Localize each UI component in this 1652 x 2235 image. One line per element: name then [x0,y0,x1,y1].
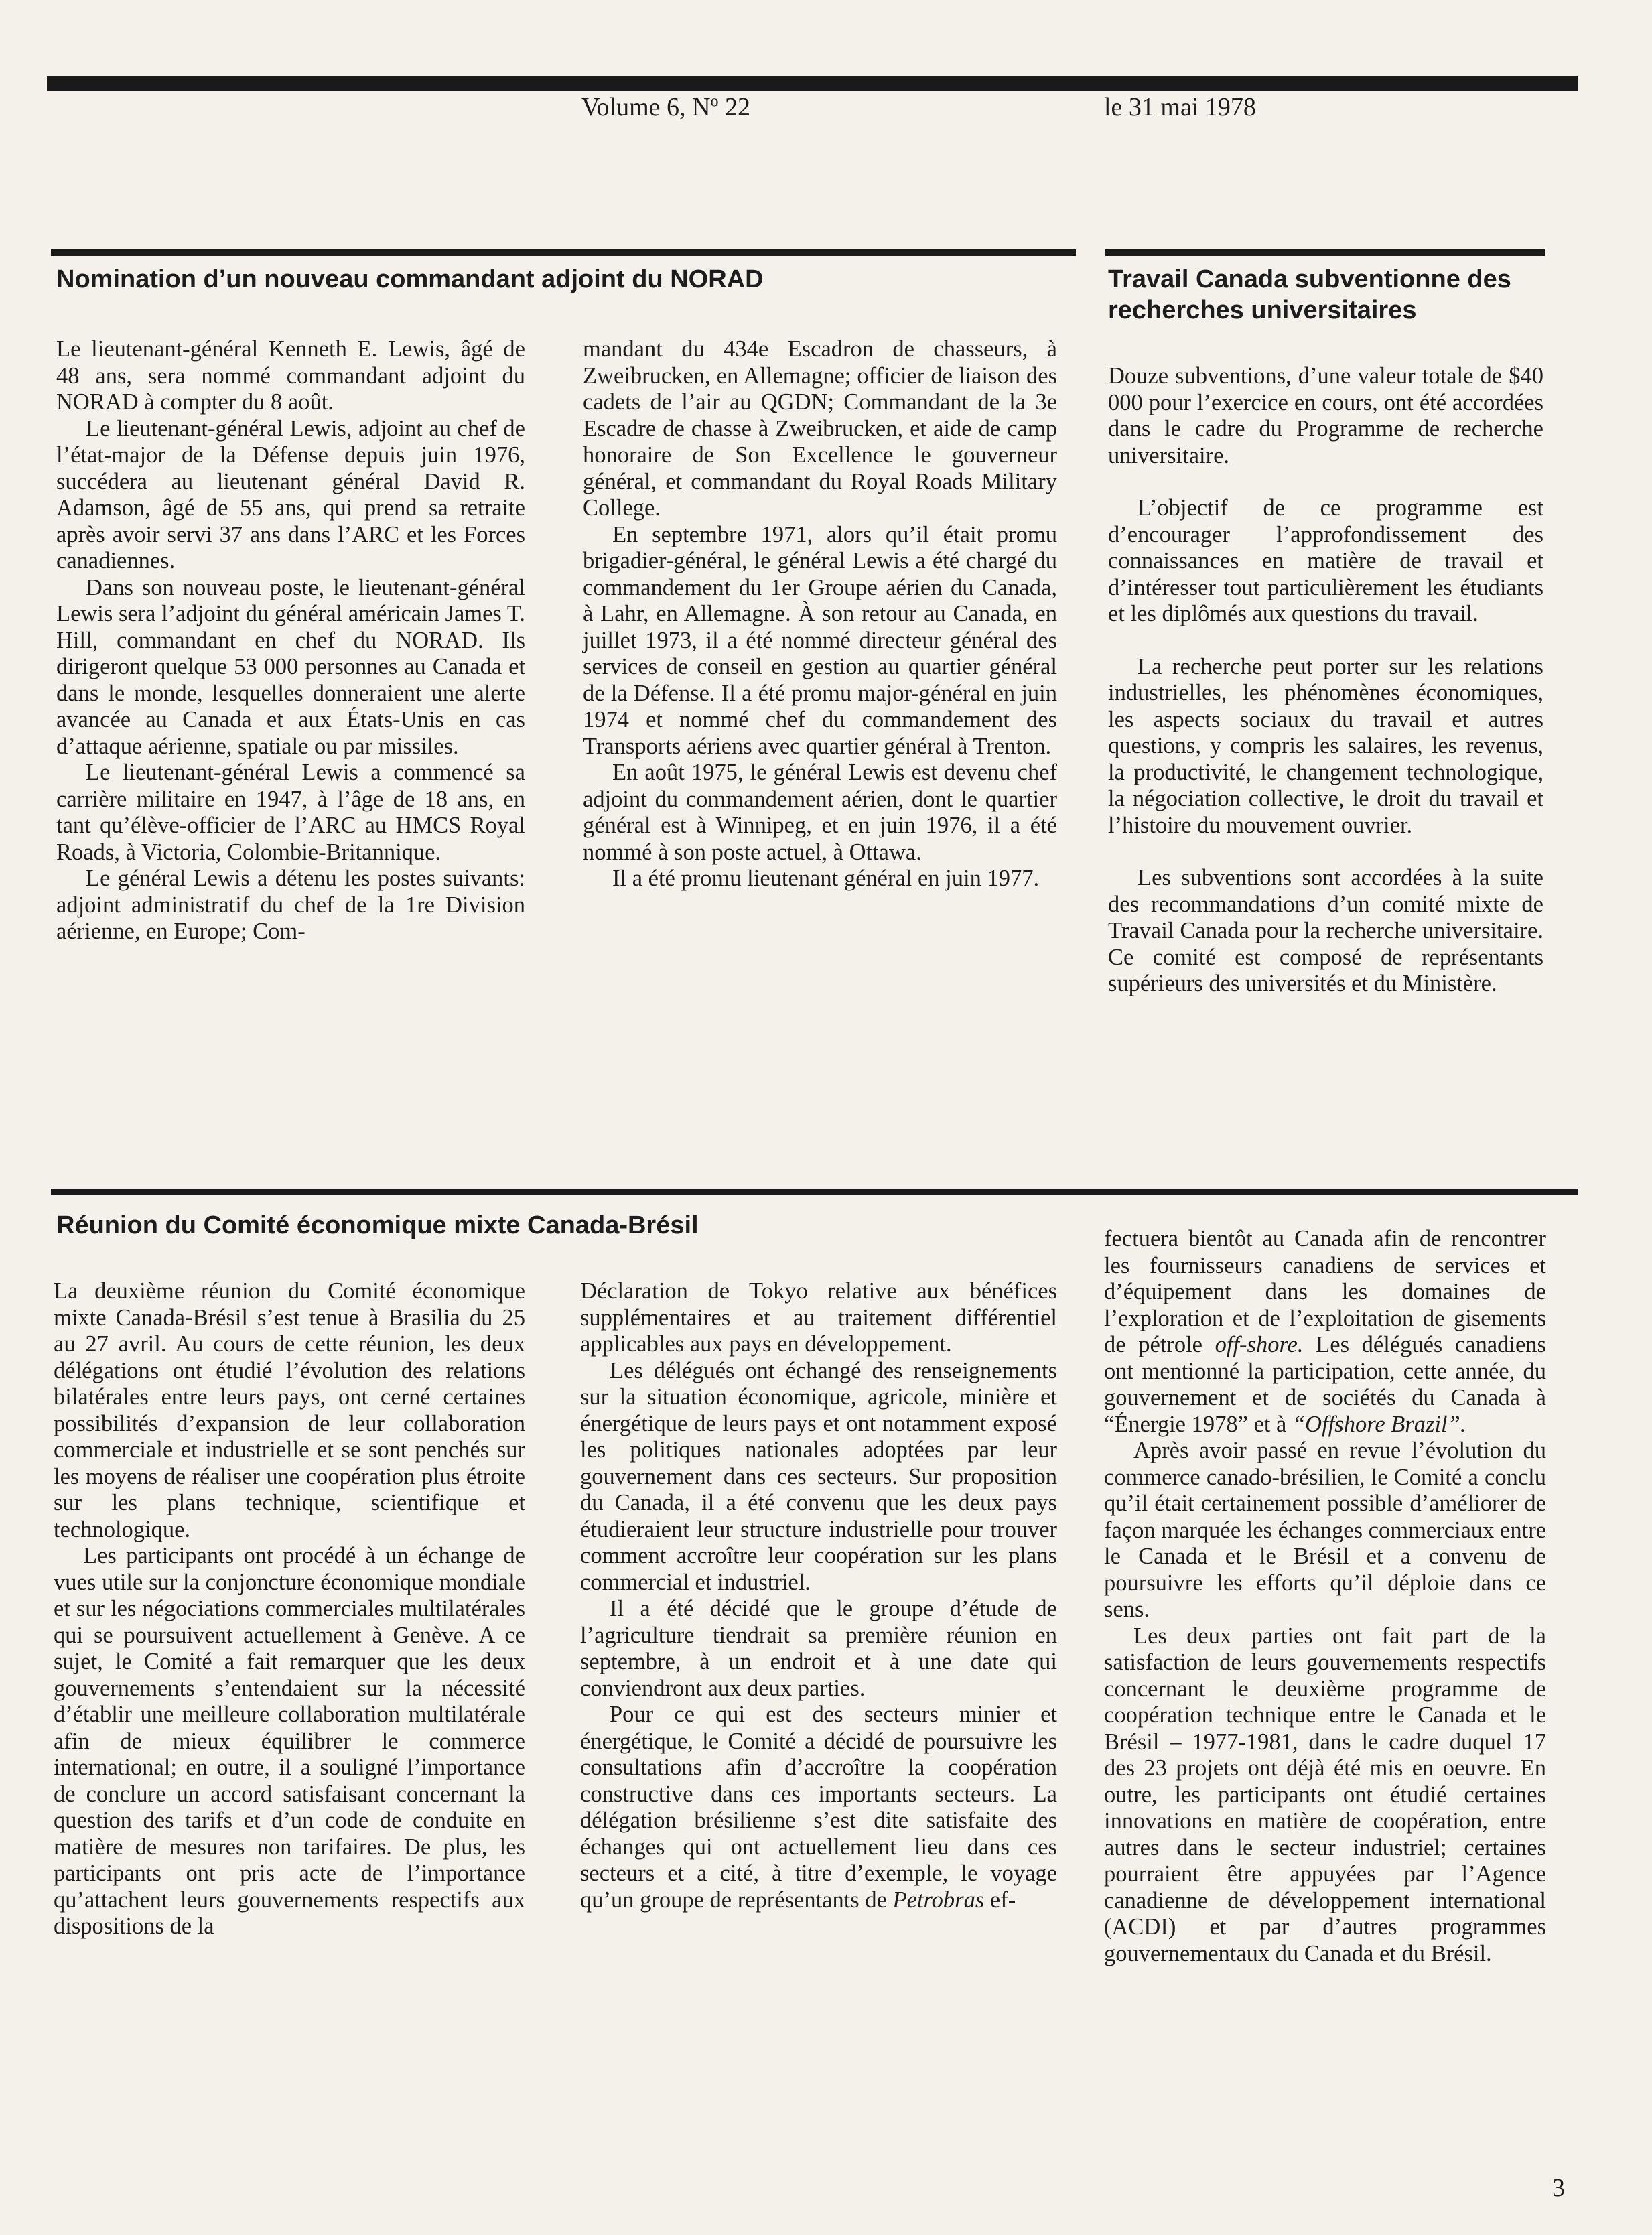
paragraph: Douze subventions, d’une valeur totale de $40 000 pour l’exercice en cours, ont été accordées dans le cadre du Programme de recherche universitaire. [1108,363,1543,468]
article3-column-1 [54,1278,525,1940]
article3-title: Réunion du Comité économique mixte Canada-Brésil [56,1211,699,1239]
paragraph: La deuxième réunion du Comité économique mixte Canada-Brésil s’est tenue à Brasilia du 25 au 27 avril. Au cours de cette réunion, les deux délégations ont étudié l’évolution des relations bilatérales entre leurs pays, ont cerné certaines possibilités d’expansion de leur collaboration commerciale et industrielle et se sont penchés sur les moyens de réaliser une coopération plus étroite sur les plans technique, scientifique et technologique. [54,1278,525,1542]
paragraph: Déclaration de Tokyo relative aux bénéfices supplémentaires et au traitement différentiel applicables aux pays en développement. [580,1278,1057,1357]
paragraph: Dans son nouveau poste, le lieutenant-général Lewis sera l’adjoint du général américain James T. Hill, commandant en chef du NORAD. Ils dirigeront quelque 53 000 personnes au Canada et dans le monde, lesquelles donneraient une alerte avancée au Canada et aux États-Unis en cas d’attaque aérienne, spatiale ou par missiles. [56,574,525,759]
issue-date: le 31 mai 1978 [1104,93,1256,121]
paragraph: Après avoir passé en revue l’évolution du commerce canado-brésilien, le Comité a conclu qu’il était certainement possible d’améliorer de façon marquée les échanges commerciaux entre le Canada et le Brésil et a convenu de poursuivre les efforts qu’il déploie dans ce sens. [1104,1438,1546,1622]
article2-rule [1105,249,1545,256]
article3-column-3 [1104,1226,1546,1967]
paragraph: En août 1975, le général Lewis est devenu chef adjoint du commandement aérien, dont le quartier général est à Winnipeg, et en juin 1976, il a été nommé à son poste actuel, à Ottawa. [583,760,1057,865]
article2-column [1108,363,1543,998]
paragraph: Il a été décidé que le groupe d’étude de l’agriculture tiendrait sa première réunion en septembre, à un endroit et à une date qui conviendront aux deux parties. [580,1596,1057,1701]
volume-number: Volume 6, $N^o$ 22 [581,92,750,121]
paragraph: Le lieutenant-général Lewis a commencé sa carrière militaire en 1947, à l’âge de 18 ans, en tant qu’élève-officier de l’ARC au HMCS Royal Roads, à Victoria, Colombie-Britannique. [56,760,525,865]
paragraph: fectuera bientôt au Canada afin de rencontrer les fournisseurs canadiens de services et d’équipement dans les domaines de l’exploration et de l’exploitation de gisements de pétrole off-shore. Les délégués canadiens ont mentionné la participation, cette année, du gouvernement et de sociétés du Canada à “Énergie 1978” et à “Offshore Brazil”. [1104,1226,1546,1437]
page-number: 3 [1552,2174,1565,2202]
paragraph: Les deux parties ont fait part de la satisfaction de leurs gouvernements respectifs concernant le deuxième programme de coopération technique entre le Canada et le Brésil – 1977-1981, dans le cadre duquel 17 des 23 projets ont déjà été mis en oeuvre. En outre, les participants ont étudié certaines innovations en matière de coopération, entre autres dans le secteur industriel; certaines pourraient être appuyées par l’Agence canadienne de développement international (ACDI) et par d’autres programmes gouvernementaux du Canada et du Brésil. [1104,1623,1546,1966]
paragraph: mandant du 434e Escadron de chasseurs, à Zweibrucken, en Allemagne; officier de liaison des cadets de l’air au QGDN; Commandant de la 3e Escadre de chasse à Zweibrucken, et aide de camp honoraire de Son Excellence le gouverneur général, et commandant du Royal Roads Military College. [583,336,1057,521]
article2-title: Travail Canada subventionne des recherches universitaires [1108,265,1511,324]
masthead-rule [47,76,1578,91]
paragraph: L’objectif de ce programme est d’encourager l’approfondissement des connaissances en matière de travail et d’intéresser tout particulièrement les étudiants et les diplômés aux questions du travail. [1108,495,1543,626]
paragraph: En septembre 1971, alors qu’il était promu brigadier-général, le général Lewis a été chargé du commandement du 1er Groupe aérien du Canada, à Lahr, en Allemagne. À son retour au Canada, en juillet 1973, il a été nommé directeur général des services de conseil en gestion au quartier général de la Défense. Il a été promu major-général en juin 1974 et nommé chef du commandement des Transports aériens avec quartier général à Trenton. [583,521,1057,759]
article1-rule [51,249,1076,256]
petrobras-italic: Petrobras [892,1887,985,1913]
article1-column-2 [583,336,1057,892]
paragraph: Les participants ont procédé à un échange de vues utile sur la conjoncture économique mondiale et sur les négociations commerciales multilatérales qui se poursuivent actuellement à Genève. A ce sujet, le Comité a fait remarquer que les deux gouvernements s’entendaient sur la nécessité d’établir une meilleure collaboration multilatérale afin de mieux équilibrer le commerce international; en outre, il a souligné l’importance de conclure un accord satisfaisant concernant la question des tarifs et d’un code de conduite en matière de mesures non tarifaires. De plus, les participants ont pris acte de l’importance qu’attachent leurs gouvernements respectifs aux dispositions de la [54,1543,525,1939]
paragraph: Le lieutenant-général Kenneth E. Lewis, âgé de 48 ans, sera nommé commandant adjoint du NORAD à compter du 8 août. [56,336,525,415]
offshore-brazil-italic: “Offshore Brazil”. [1292,1411,1466,1437]
paragraph: Les délégués ont échangé des renseignements sur la situation économique, agricole, minière et énergétique de leurs pays et ont notamment exposé les politiques nationales adoptées par leur gouvernement dans ces secteurs. Sur proposition du Canada, il a été convenu que les deux pays étudieraient leur structure industrielle pour trouver comment accroître leur coopération sur les plans commercial et industriel. [580,1357,1057,1595]
article1-column-1 [56,336,525,945]
article1-title: Nomination d’un nouveau commandant adjoint du NORAD [56,265,764,293]
paragraph: Le général Lewis a détenu les postes suivants: adjoint administratif du chef de la 1re Division aérienne, en Europe; Com- [56,866,525,944]
paragraph: Les subventions sont accordées à la suite des recommandations d’un comité mixte de Travail Canada pour la recherche universitaire. Ce comité est composé de représentants supérieurs des universités et du Ministère. [1108,865,1543,996]
article3-column-2 [580,1278,1057,1913]
paragraph: Il a été promu lieutenant général en juin 1977. [612,866,1040,891]
article3-rule [51,1189,1578,1195]
paragraph: Pour ce qui est des secteurs minier et énergétique, le Comité a décidé de poursuivre les consultations afin d’accroître la coopération constructive dans ces importants secteurs. La délégation brésilienne s’est dite satisfaite des échanges qui ont actuellement lieu dans ces secteurs et a cité, à titre d’exemple, le voyage qu’un groupe de représentants de Petrobras ef- [580,1702,1057,1913]
paragraph: Le lieutenant-général Lewis, adjoint au chef de l’état-major de la Défense depuis juin 1976, succédera au lieutenant général David R. Adamson, âgé de 55 ans, qui prend sa retraite après avoir servi 37 ans dans l’ARC et les Forces canadiennes. [56,415,525,573]
paragraph: La recherche peut porter sur les relations industrielles, les phénomènes économiques, les aspects sociaux du travail et autres questions, y compris les salaires, les revenus, la productivité, le changement technologique, la négociation collective, le droit du travail et l’histoire du mouvement ouvrier. [1108,653,1543,838]
offshore-italic: off-shore. [1215,1332,1304,1357]
